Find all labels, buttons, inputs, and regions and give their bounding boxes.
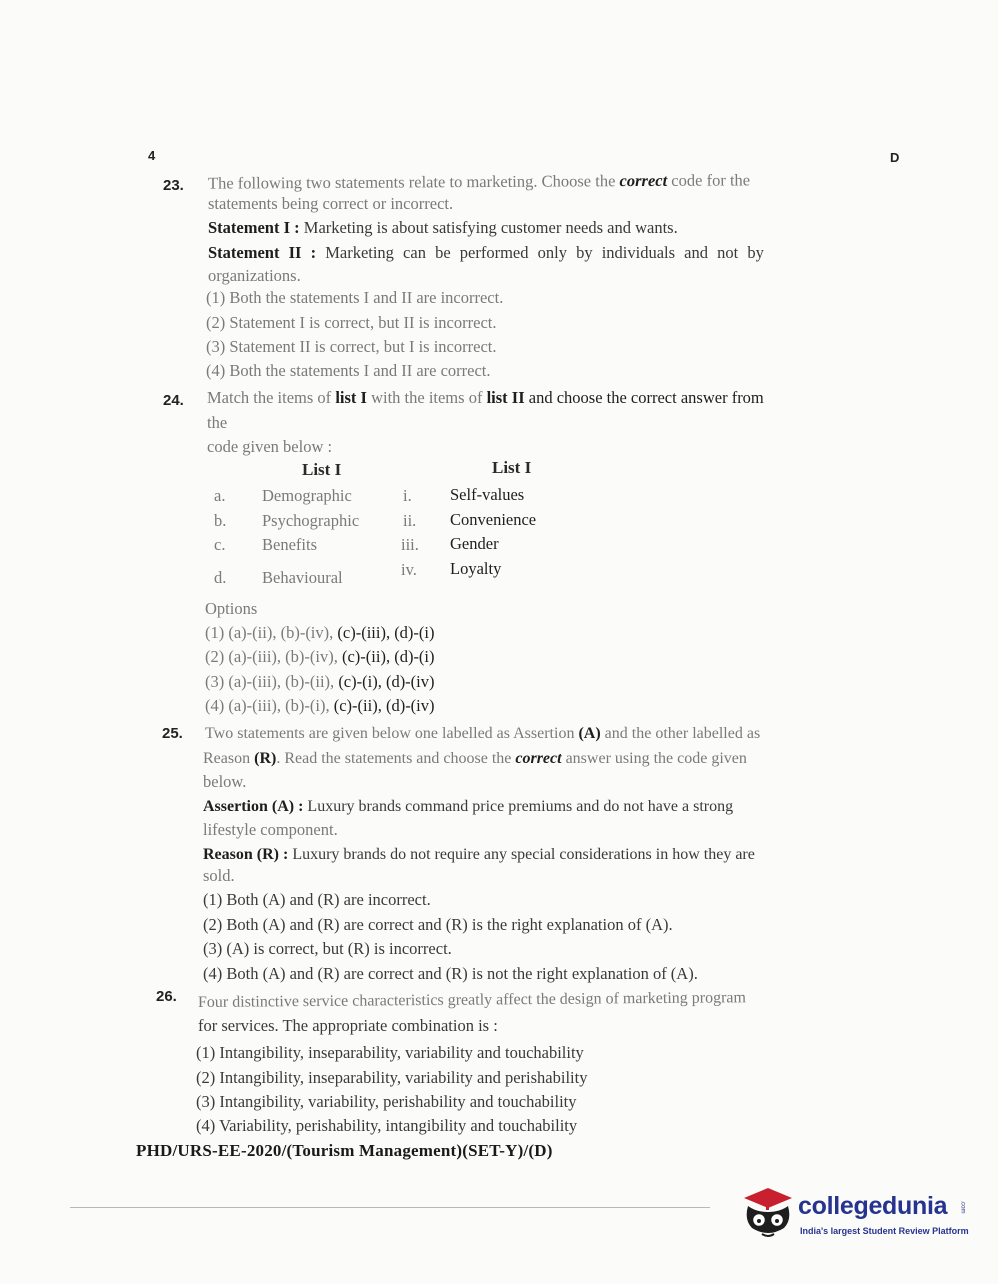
statement-2: Statement II : Marketing can be performed only by individuals and not by	[208, 243, 764, 262]
option: (4) Both the statements I and II are correct.	[206, 361, 491, 380]
row-roman: iv.	[401, 560, 417, 579]
question-number: 24.	[163, 392, 184, 409]
row-match: Self-values	[450, 485, 525, 504]
row-letter: b.	[214, 511, 227, 530]
statement-1: Statement I : Marketing is about satisfying customer needs and wants.	[208, 218, 678, 237]
question-stem: Two statements are given below one labelled as Assertion (A) and the other labelled as	[205, 725, 761, 742]
question-stem-cont: the	[207, 413, 228, 432]
option: (3) Statement II is correct, but I is incorrect.	[206, 337, 497, 356]
collegedunia-logo	[740, 1178, 970, 1248]
assertion-cont: lifestyle component.	[203, 820, 338, 839]
row-item: Behavioural	[262, 568, 343, 587]
option: (3) (A) is correct, but (R) is incorrect.	[203, 939, 452, 958]
question-stem-cont: Reason (R). Read the statements and choose the correct answer using the code given	[203, 750, 747, 767]
row-roman: iii.	[401, 535, 419, 554]
row-item: Psychographic	[262, 511, 360, 530]
option: (4) Variability, perishability, intangibility and touchability	[196, 1116, 578, 1135]
logo-brand: collegedunia	[798, 1192, 948, 1220]
question-stem-cont: statements being correct or incorrect.	[208, 194, 454, 213]
page-number: 4	[148, 148, 156, 163]
question-number: 23.	[163, 177, 184, 194]
question-stem: The following two statements relate to marketing. Choose the correct code for the	[207, 170, 751, 193]
option: (1) Both (A) and (R) are incorrect.	[203, 890, 431, 909]
logo-suffix: .com	[959, 1200, 966, 1214]
row-roman: ii.	[403, 511, 417, 530]
footer-rule	[70, 1207, 710, 1208]
logo-tagline: India's largest Student Review Platform	[800, 1226, 969, 1236]
row-item: Demographic	[262, 486, 352, 505]
option: (2) (a)-(iii), (b)-(iv), (c)-(ii), (d)-(i)	[205, 647, 435, 666]
paper-code: PHD/URS-EE-2020/(Tourism Management)(SET-Y)/(D)	[136, 1141, 553, 1160]
option: (1) (a)-(ii), (b)-(iv), (c)-(iii), (d)-(i)	[205, 623, 435, 642]
list-1-heading: List I	[302, 460, 342, 479]
set-code: D	[890, 150, 900, 165]
options-label: Options	[205, 599, 258, 618]
row-roman: i.	[403, 486, 412, 505]
list-2-heading: List I	[492, 458, 532, 477]
reason-cont: sold.	[203, 866, 235, 885]
question-stem: Match the items of list I with the items of list II and choose the correct answer from	[207, 388, 764, 407]
row-letter: a.	[214, 486, 226, 505]
question-stem-cont: code given below :	[207, 437, 333, 456]
row-match: Convenience	[450, 510, 537, 529]
option: (4) Both (A) and (R) are correct and (R) is not the right explanation of (A).	[203, 964, 698, 983]
correct-emphasis: correct	[619, 170, 668, 191]
row-match: Gender	[450, 534, 499, 553]
row-letter: c.	[214, 535, 226, 554]
question-number: 25.	[162, 725, 183, 742]
statement-2-cont: organizations.	[208, 266, 301, 285]
option: (3) (a)-(iii), (b)-(ii), (c)-(i), (d)-(iv)	[205, 672, 435, 691]
question-stem-cont: for services. The appropriate combination is :	[198, 1016, 498, 1035]
correct-emphasis: correct	[515, 750, 562, 767]
option: (1) Both the statements I and II are incorrect.	[206, 288, 504, 307]
option: (2) Statement I is correct, but II is incorrect.	[206, 313, 497, 332]
option: (2) Both (A) and (R) are correct and (R) is the right explanation of (A).	[203, 915, 673, 934]
row-letter: d.	[214, 568, 227, 587]
option: (2) Intangibility, inseparability, variability and perishability	[196, 1068, 588, 1087]
row-match: Loyalty	[450, 559, 502, 578]
row-item: Benefits	[262, 535, 317, 554]
option: (1) Intangibility, inseparability, variability and touchability	[196, 1043, 584, 1062]
option: (4) (a)-(iii), (b)-(i), (c)-(ii), (d)-(iv)	[205, 696, 435, 715]
question-stem-cont: below.	[203, 772, 247, 791]
question-stem: Four distinctive service characteristics greatly affect the design of marketing program	[197, 989, 747, 1011]
option: (3) Intangibility, variability, perishability and touchability	[196, 1092, 577, 1111]
question-number: 26.	[156, 988, 177, 1005]
assertion: Assertion (A) : Luxury brands command price premiums and do not have a strong	[203, 798, 734, 815]
reason: Reason (R) : Luxury brands do not require any special considerations in how they are	[203, 846, 755, 863]
mascot-icon	[740, 1184, 796, 1246]
